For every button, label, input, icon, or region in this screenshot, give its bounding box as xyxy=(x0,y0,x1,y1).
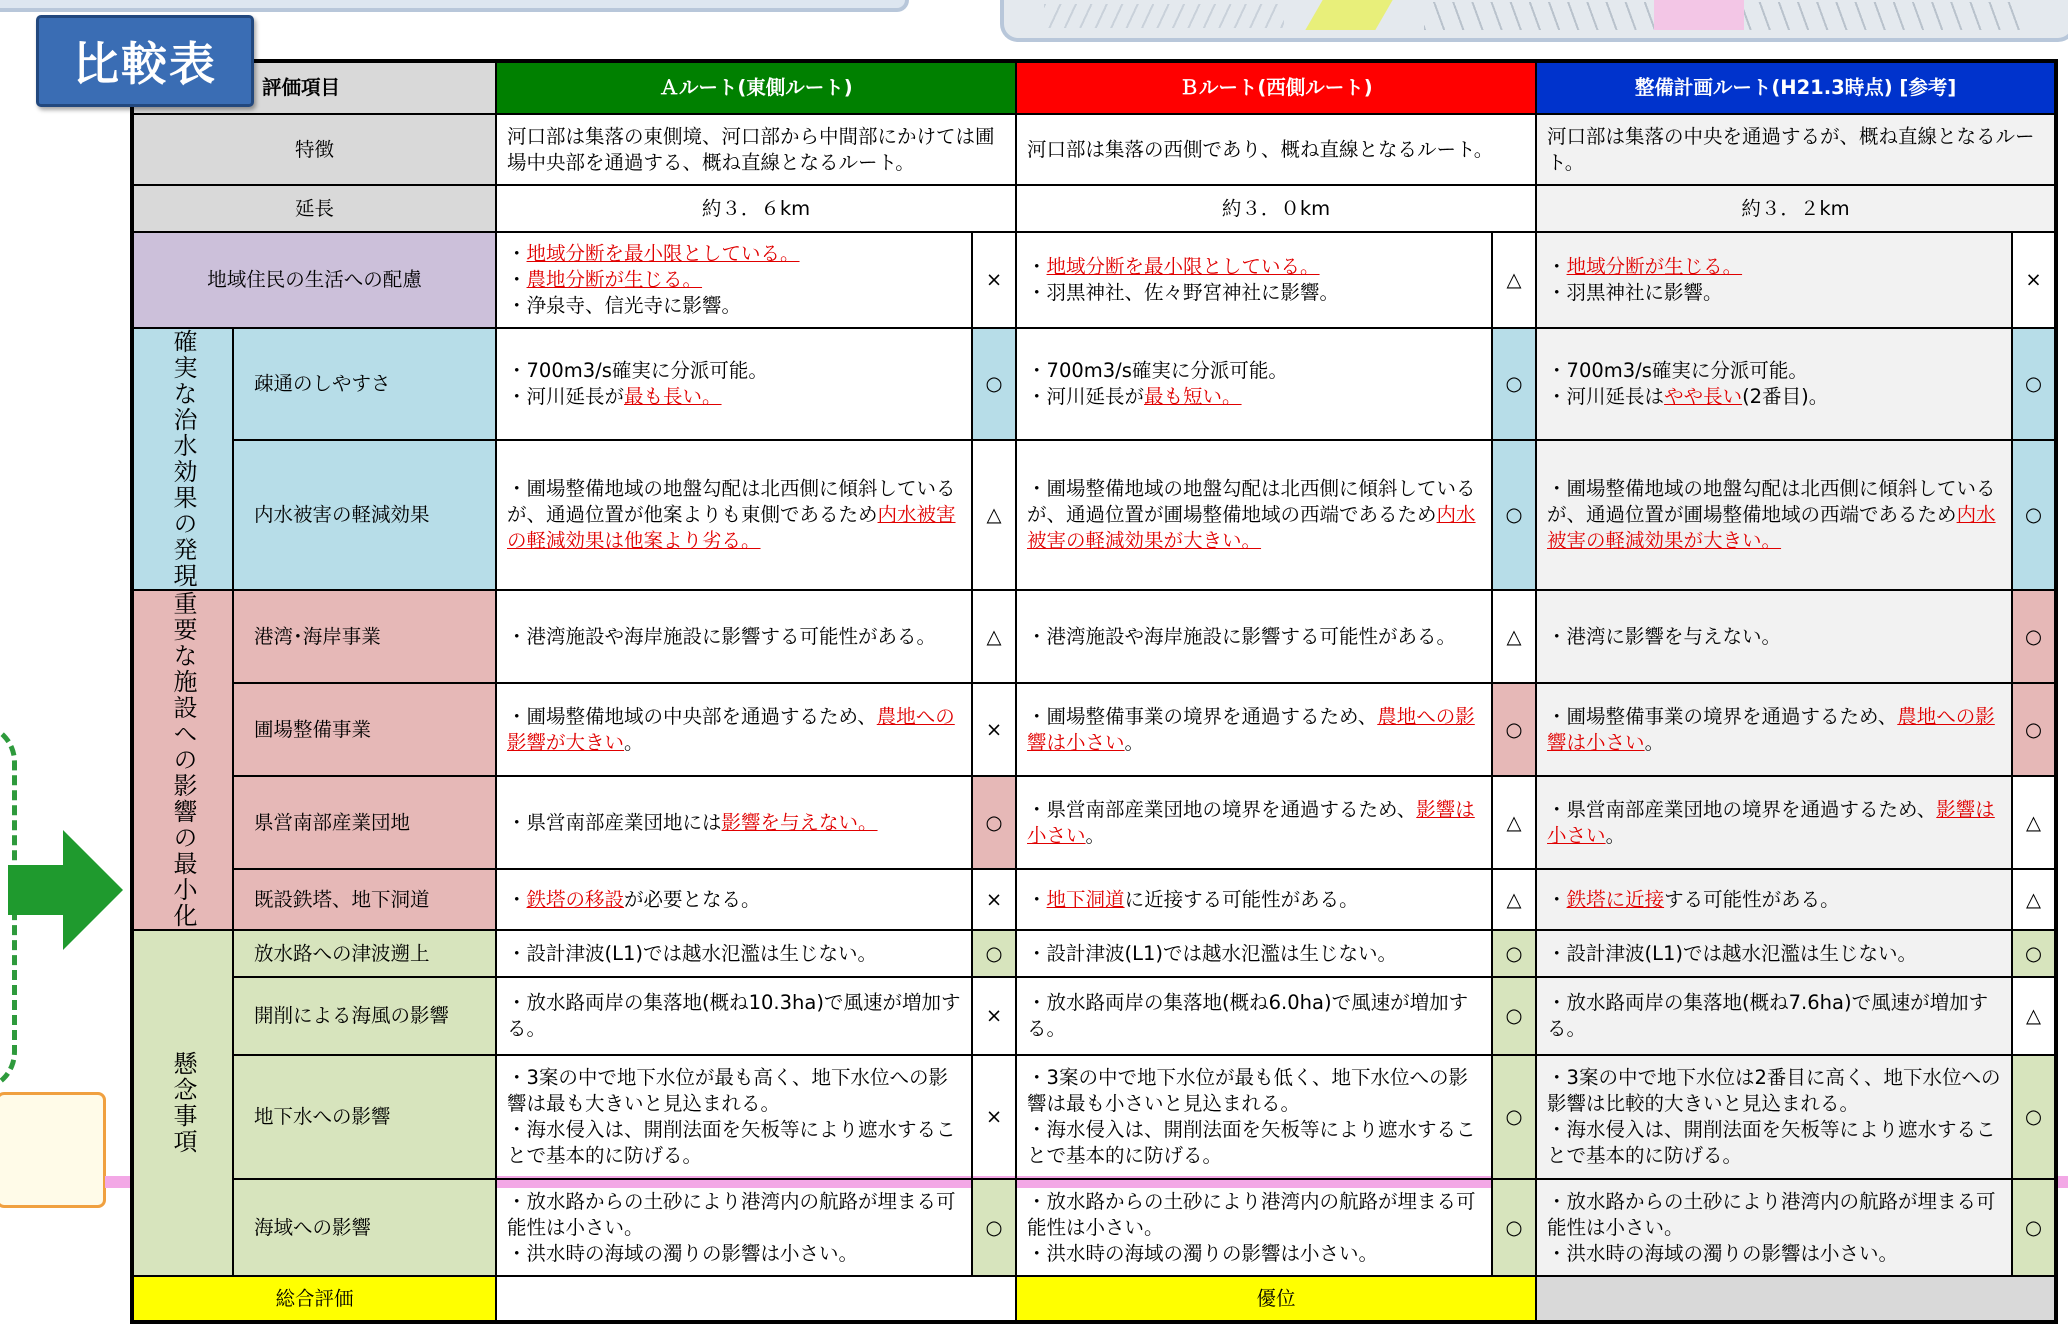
cell-a: ・地域分断を最小限としている。 ・農地分断が生じる。 ・浄泉寺、信光寺に影響。 xyxy=(496,232,972,328)
cell-c: ・県営南部産業団地の境界を通過するため、影響は小さい。 xyxy=(1536,776,2012,869)
mark-b: ○ xyxy=(1492,440,1536,590)
cell-b: ・設計津波(L1)では越水氾濫は生じない。 xyxy=(1016,930,1492,977)
cell-c: ・放水路からの土砂により港湾内の航路が埋まる可能性は小さい。 ・洪水時の海域の濁りの影響は小さい。 xyxy=(1536,1179,2012,1276)
mark-c: ○ xyxy=(2012,1179,2056,1276)
row-label: 港湾･海岸事業 xyxy=(233,590,496,683)
mark-a: × xyxy=(972,232,1016,328)
mark-c: △ xyxy=(2012,869,2056,930)
cell-b: ・放水路からの土砂により港湾内の航路が埋まる可能性は小さい。 ・洪水時の海域の濁りの影響は小さい。 xyxy=(1016,1179,1492,1276)
cell-c: 河口部は集落の中央を通過するが、概ね直線となるルート。 xyxy=(1536,114,2056,185)
row-sea-area xyxy=(132,1179,2056,1276)
mark-a: × xyxy=(972,1055,1016,1179)
cell-b: ・県営南部産業団地の境界を通過するため、影響は小さい。 xyxy=(1016,776,1492,869)
mark-b: △ xyxy=(1492,590,1536,683)
cell-a: 約３．６km xyxy=(496,185,1016,232)
cell-b: ・放水路両岸の集落地(概ね6.0ha)で風速が増加する。 xyxy=(1016,977,1492,1055)
mark-c: ○ xyxy=(2012,683,2056,776)
overall-a xyxy=(496,1276,1016,1322)
row-label: 疎通のしやすさ xyxy=(233,328,496,440)
row-resident-consideration xyxy=(132,232,2056,328)
mark-b: △ xyxy=(1492,869,1536,930)
mark-c: × xyxy=(2012,232,2056,328)
summary-box xyxy=(0,1092,106,1208)
group-concerns: 懸念事項 xyxy=(132,930,233,1276)
row-label: 地下水への影響 xyxy=(233,1055,496,1179)
cell-a: ・3案の中で地下水位が最も高く、地下水位への影響は最も大きいと見込まれる。 ・海水侵入は、開削法面を矢板等により遮水することで基本的に防げる。 xyxy=(496,1055,972,1179)
cell-a: 河口部は集落の東側境、河口部から中間部にかけては圃場中央部を通過する、概ね直線となるルート。 xyxy=(496,114,1016,185)
row-length xyxy=(132,185,2056,232)
cell-b: ・地域分断を最小限としている。 ・羽黒神社、佐々野宮神社に影響。 xyxy=(1016,232,1492,328)
cell-c: ・圃場整備事業の境界を通過するため、農地への影響は小さい。 xyxy=(1536,683,2012,776)
cell-c: ・700m3/s確実に分派可能。 ・河川延長はやや長い(2番目)。 xyxy=(1536,328,2012,440)
mark-a: ○ xyxy=(972,930,1016,977)
cell-a: ・圃場整備地域の地盤勾配は北西側に傾斜しているが、通過位置が他案よりも東側であるため内水被害の軽減効果は他案より劣る。 xyxy=(496,440,972,590)
row-label: 既設鉄塔、地下洞道 xyxy=(233,869,496,930)
group-facility-impact: 重要な施設への影響の最小化 xyxy=(132,590,233,930)
row-label: 圃場整備事業 xyxy=(233,683,496,776)
cell-b: 河口部は集落の西側であり、概ね直線となるルート。 xyxy=(1016,114,1536,185)
mark-c: △ xyxy=(2012,776,2056,869)
previous-panel-edge xyxy=(0,0,909,12)
cell-b: ・地下洞道に近接する可能性がある。 xyxy=(1016,869,1492,930)
row-label: 内水被害の軽減効果 xyxy=(233,440,496,590)
mark-c: △ xyxy=(2012,977,2056,1055)
row-label: 開削による海風の影響 xyxy=(233,977,496,1055)
mark-b: △ xyxy=(1492,776,1536,869)
cell-b: ・圃場整備地域の地盤勾配は北西側に傾斜しているが、通過位置が圃場整備地域の西端であるため内水被害の軽減効果が大きい。 xyxy=(1016,440,1492,590)
mark-a: △ xyxy=(972,440,1016,590)
right-arrow-icon xyxy=(8,830,123,950)
header-route-b: Ｂルート(西側ルート) xyxy=(1016,61,1536,114)
mark-a: △ xyxy=(972,590,1016,683)
mark-c: ○ xyxy=(2012,328,2056,440)
overall-c xyxy=(1536,1276,2056,1322)
mark-b: ○ xyxy=(1492,930,1536,977)
row-label: 放水路への津波遡上 xyxy=(233,930,496,977)
mark-c: ○ xyxy=(2012,930,2056,977)
row-tsunami xyxy=(132,930,2056,977)
cell-a: ・放水路からの土砂により港湾内の航路が埋まる可能性は小さい。 ・洪水時の海域の濁りの影響は小さい。 xyxy=(496,1179,972,1276)
row-inland-flood xyxy=(132,440,2056,590)
header-route-a: Ａルート(東側ルート) xyxy=(496,61,1016,114)
cell-b: ・圃場整備事業の境界を通過するため、農地への影響は小さい。 xyxy=(1016,683,1492,776)
row-features xyxy=(132,114,2056,185)
mark-a: ○ xyxy=(972,1179,1016,1276)
mark-a: × xyxy=(972,683,1016,776)
cell-c: ・放水路両岸の集落地(概ね7.6ha)で風速が増加する。 xyxy=(1536,977,2012,1055)
cell-b: 約３．０km xyxy=(1016,185,1536,232)
row-label: 総合評価 xyxy=(132,1276,496,1322)
mark-a: × xyxy=(972,869,1016,930)
mark-b: ○ xyxy=(1492,1055,1536,1179)
row-label: 特徴 xyxy=(132,114,496,185)
cell-a: ・放水路両岸の集落地(概ね10.3ha)で風速が増加する。 xyxy=(496,977,972,1055)
mark-c: ○ xyxy=(2012,1055,2056,1179)
cell-a: ・圃場整備地域の中央部を通過するため、農地への影響が大きい。 xyxy=(496,683,972,776)
mark-b: ○ xyxy=(1492,328,1536,440)
cell-c: ・圃場整備地域の地盤勾配は北西側に傾斜しているが、通過位置が圃場整備地域の西端であるため内水被害の軽減効果が大きい。 xyxy=(1536,440,2012,590)
mark-b: ○ xyxy=(1492,1179,1536,1276)
row-tower-tunnel xyxy=(132,869,2056,930)
header-row xyxy=(132,61,2056,114)
mark-a: ○ xyxy=(972,328,1016,440)
cell-a: ・設計津波(L1)では越水氾濫は生じない。 xyxy=(496,930,972,977)
cell-b: ・700m3/s確実に分派可能。 ・河川延長が最も短い。 xyxy=(1016,328,1492,440)
row-label: 海域への影響 xyxy=(233,1179,496,1276)
comparison-table-badge: 比較表 xyxy=(36,15,254,107)
row-sea-wind xyxy=(132,977,2056,1055)
mark-c: ○ xyxy=(2012,590,2056,683)
cell-a: ・港湾施設や海岸施設に影響する可能性がある。 xyxy=(496,590,972,683)
cell-b: ・港湾施設や海岸施設に影響する可能性がある。 xyxy=(1016,590,1492,683)
row-label: 県営南部産業団地 xyxy=(233,776,496,869)
mark-b: ○ xyxy=(1492,977,1536,1055)
row-overall xyxy=(132,1276,2056,1322)
row-label: 地域住民の生活への配慮 xyxy=(132,232,496,328)
mark-b: △ xyxy=(1492,232,1536,328)
cell-c: ・港湾に影響を与えない。 xyxy=(1536,590,2012,683)
cell-c: ・地域分断が生じる。 ・羽黒神社に影響。 xyxy=(1536,232,2012,328)
cell-c: ・3案の中で地下水位は2番目に高く、地下水位への影響は比較的大きいと見込まれる。 ・海水侵入は、開削法面を矢板等により遮水することで基本的に防げる。 xyxy=(1536,1055,2012,1179)
overall-b: 優位 xyxy=(1016,1276,1536,1322)
cell-c: ・設計津波(L1)では越水氾濫は生じない。 xyxy=(1536,930,2012,977)
row-label: 延長 xyxy=(132,185,496,232)
cell-a: ・鉄塔の移設が必要となる。 xyxy=(496,869,972,930)
cell-c: ・鉄塔に近接する可能性がある。 xyxy=(1536,869,2012,930)
row-port-coast xyxy=(132,590,2056,683)
header-eval: 評価項目 xyxy=(132,61,496,114)
group-flood-control: 確実な治水効果の発現 xyxy=(132,328,233,590)
row-groundwater xyxy=(132,1055,2056,1179)
mark-a: ○ xyxy=(972,776,1016,869)
cell-b: ・3案の中で地下水位が最も低く、地下水位への影響は最も小さいと見込まれる。 ・海水侵入は、開削法面を矢板等により遮水することで基本的に防げる。 xyxy=(1016,1055,1492,1179)
cell-c: 約３．２km xyxy=(1536,185,2056,232)
mark-b: ○ xyxy=(1492,683,1536,776)
row-industrial-park xyxy=(132,776,2056,869)
header-route-plan: 整備計画ルート(H21.3時点) [参考] xyxy=(1536,61,2056,114)
comparison-table xyxy=(130,59,2058,1324)
cell-a: ・県営南部産業団地には影響を与えない。 xyxy=(496,776,972,869)
mark-c: ○ xyxy=(2012,440,2056,590)
row-farmland xyxy=(132,683,2056,776)
mark-a: × xyxy=(972,977,1016,1055)
map-thumbnail xyxy=(1000,0,2068,42)
row-flow-ease xyxy=(132,328,2056,440)
cell-a: ・700m3/s確実に分派可能。 ・河川延長が最も長い。 xyxy=(496,328,972,440)
